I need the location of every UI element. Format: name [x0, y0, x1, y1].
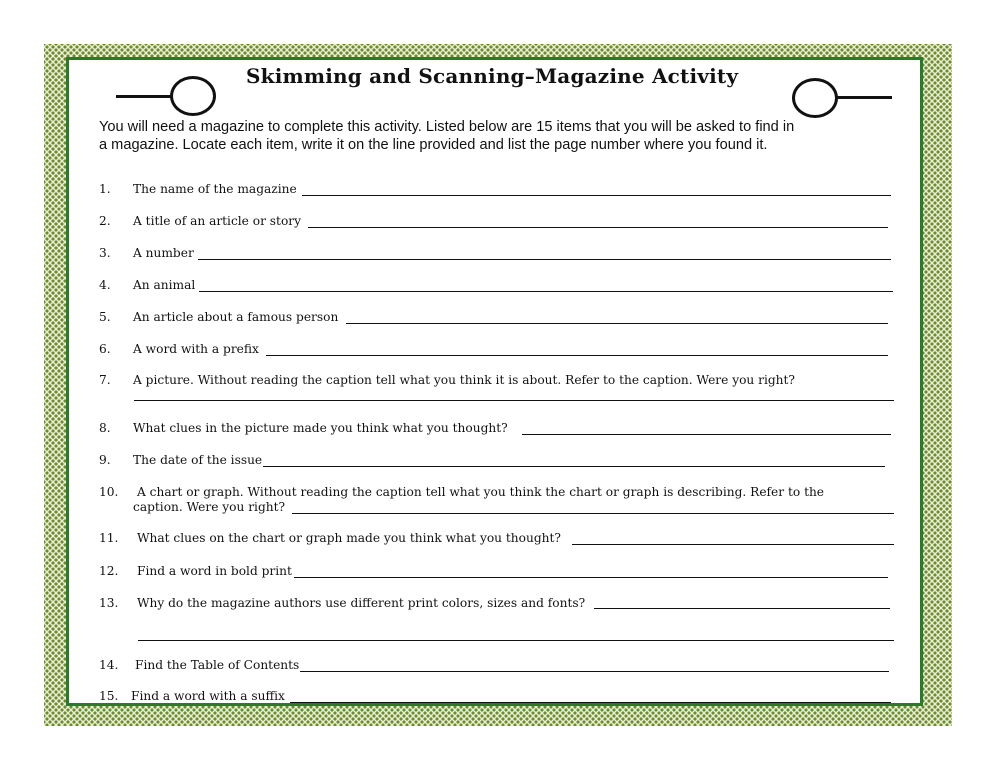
answer-line[interactable]	[346, 323, 888, 324]
answer-line[interactable]	[594, 608, 890, 609]
item-label: Why do the magazine authors use different print colors, sizes and fonts?	[137, 596, 586, 610]
instructions	[99, 118, 899, 154]
item-label: The name of the magazine	[133, 182, 297, 196]
item-number: 11.	[99, 531, 119, 545]
answer-line[interactable]	[199, 291, 893, 292]
item-number: 14.	[99, 658, 119, 672]
answer-line[interactable]	[290, 702, 891, 703]
item-label: Find the Table of Contents	[135, 658, 300, 672]
item-number: 1.	[99, 182, 111, 196]
item-number: 3.	[99, 246, 111, 260]
item-label: A word with a prefix	[133, 342, 259, 356]
answer-line[interactable]	[522, 434, 891, 435]
item-label: What clues in the picture made you think what you thought?	[133, 421, 508, 435]
item-number: 13.	[99, 596, 119, 610]
answer-line[interactable]	[302, 195, 891, 196]
item-label: Find a word in bold print	[137, 564, 292, 578]
answer-line[interactable]	[300, 671, 889, 672]
item-label: Find a word with a suffix	[131, 689, 285, 703]
answer-line[interactable]	[138, 640, 894, 641]
item-number: 6.	[99, 342, 111, 356]
item-label: A title of an article or story	[133, 214, 302, 228]
instructions-line-2: a magazine. Locate each item, write it on the line provided and list the page number where you found it.	[99, 137, 768, 153]
answer-line[interactable]	[198, 259, 891, 260]
item-number: 12.	[99, 564, 119, 578]
answer-line[interactable]	[308, 227, 888, 228]
item-label: What clues on the chart or graph made you think what you thought?	[137, 531, 561, 545]
item-label: The date of the issue	[133, 453, 263, 467]
item-number: 8.	[99, 421, 111, 435]
answer-line[interactable]	[292, 513, 894, 514]
item-label: A number	[133, 246, 194, 260]
item-label: A chart or graph. Without reading the caption tell what you think the chart or graph is describing. Refer to the	[137, 485, 825, 499]
answer-line[interactable]	[294, 577, 888, 578]
item-number: 10.	[99, 485, 119, 499]
item-number: 7.	[99, 373, 111, 387]
page-title: Skimming and Scanning–Magazine Activity	[246, 64, 739, 88]
item-label: An animal	[133, 278, 196, 292]
answer-line[interactable]	[263, 466, 885, 467]
answer-line[interactable]	[266, 355, 888, 356]
answer-line[interactable]	[572, 544, 894, 545]
item-label: A picture. Without reading the caption tell what you think it is about. Refer to the caption. Were you right?	[133, 373, 795, 387]
answer-line[interactable]	[134, 400, 894, 401]
item-label-line-2: caption. Were you right?	[133, 500, 286, 514]
item-number: 5.	[99, 310, 111, 324]
item-label: An article about a famous person	[133, 310, 339, 324]
instructions-line-1: You will need a magazine to complete this activity. Listed below are 15 items that you will be asked to find in	[99, 119, 795, 135]
item-number: 15.	[99, 689, 119, 703]
item-number: 2.	[99, 214, 111, 228]
item-number: 4.	[99, 278, 111, 292]
item-number: 9.	[99, 453, 111, 467]
